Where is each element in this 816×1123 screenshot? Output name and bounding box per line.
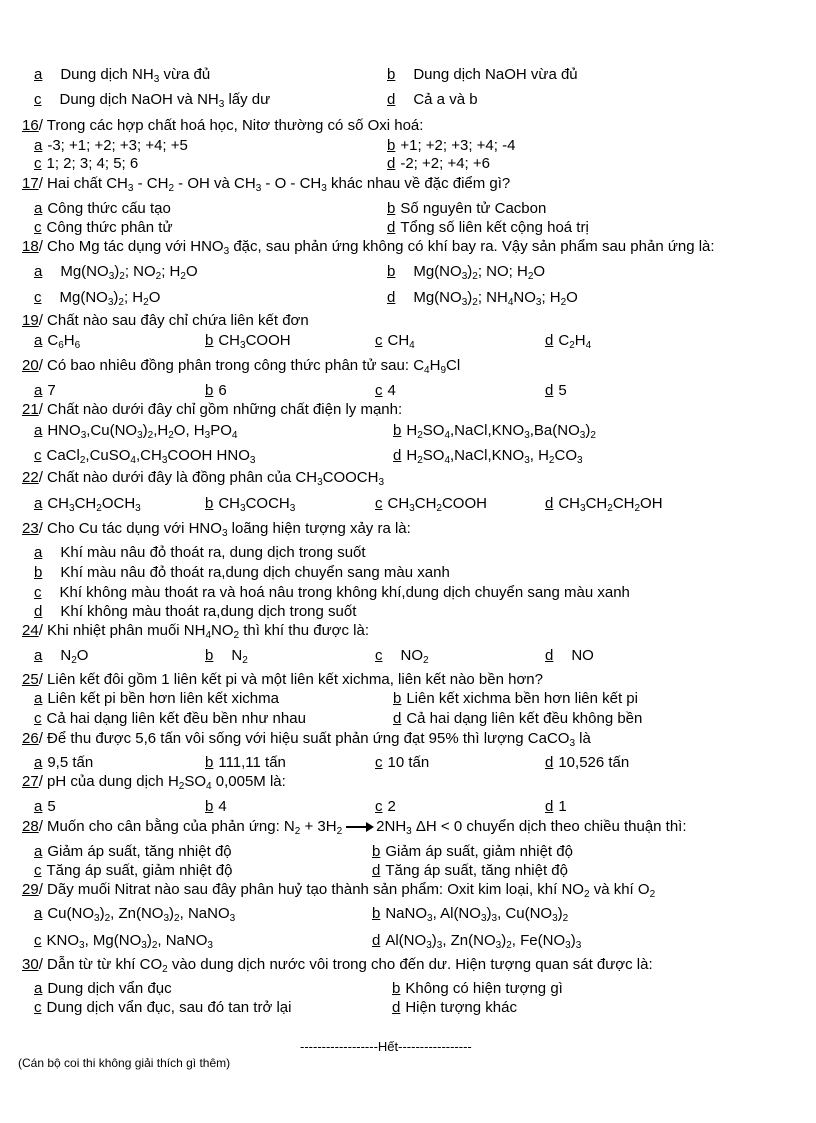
answer-option-c (34, 931, 213, 951)
answer-option-d (372, 931, 581, 951)
text-line (0, 797, 816, 817)
option-letter: b (205, 332, 214, 349)
answer-option-c (34, 154, 138, 174)
answer-option-b (387, 199, 546, 219)
text-line (0, 381, 816, 401)
answer-option-b (393, 689, 638, 709)
option-letter: a (34, 137, 43, 154)
answer-option-b (205, 381, 227, 401)
option-text: 6 (218, 382, 227, 399)
question-text: / Hai chất $CH_3 - CH_2$ - OH và $CH_3$ - O - $CH_3$ khác nhau về đặc điểm gì? (38, 175, 511, 194)
option-letter: c (34, 91, 42, 108)
option-letter: b (205, 382, 214, 399)
option-letter: b (387, 66, 396, 83)
text-line (0, 446, 816, 466)
option-letter: b (393, 690, 402, 707)
answer-option-c (34, 288, 160, 308)
text-line (0, 154, 816, 174)
reaction-arrow-icon (346, 826, 372, 828)
option-letter: d (372, 932, 381, 949)
answer-option-b (387, 262, 545, 282)
option-letter: b (205, 754, 214, 771)
question-26 (22, 729, 591, 749)
option-text: 7 (47, 382, 56, 399)
option-letter: a (34, 843, 43, 860)
answer-option-b (387, 136, 515, 156)
question-text: / pH của dung dịch $H_2SO_4$ 0,005M là: (38, 773, 286, 792)
option-text: $CH_4$ (387, 332, 415, 351)
option-letter: c (34, 289, 42, 306)
answer-option-b (205, 331, 291, 351)
text-line (0, 880, 816, 900)
question-number: 30 (22, 956, 39, 973)
option-text: $Mg(NO_3)_2$; NO; $H_2O$ (413, 263, 546, 282)
answer-option-c (34, 709, 306, 729)
text-line (0, 218, 816, 238)
text-line (0, 174, 816, 194)
question-29 (22, 880, 655, 900)
answer-option-b (387, 65, 578, 85)
answer-option-a (34, 381, 56, 401)
question-20 (22, 356, 460, 376)
option-letter: a (34, 754, 43, 771)
answer-option-c (34, 583, 630, 603)
option-text: 111,11 tấn (218, 754, 286, 771)
option-text: Giảm áp suất, giảm nhiệt độ (385, 843, 573, 860)
option-letter: b (387, 263, 396, 280)
option-text: -2; +2; +4; +6 (400, 155, 490, 172)
end-marker: ------------------Hết----------------- (300, 1039, 472, 1054)
option-text: $CH_3COOH$ (218, 332, 291, 351)
option-text: $Cu(NO_3)_2$, $Zn(NO_3)_2$, NaNO$_3$ (47, 905, 236, 924)
answer-option-d (387, 154, 490, 174)
question-text: / Chất nào sau đây chỉ chứa liên kết đơn (38, 312, 309, 329)
question-22 (22, 468, 384, 488)
answer-option-d (387, 218, 589, 238)
option-letter: c (375, 798, 383, 815)
question-16 (22, 116, 423, 136)
option-text: $HNO_3,Cu(NO_3)_2,H_2O$, $H_3PO_4$ (47, 422, 238, 441)
question-text: / Trong các hợp chất hoá học, Nitơ thường có số Oxi hoá: (38, 117, 424, 134)
text-line (0, 288, 816, 308)
text-line (0, 262, 816, 282)
option-letter: c (34, 932, 42, 949)
option-text: Tổng số liên kết cộng hoá trị (400, 219, 589, 236)
option-letter: c (34, 862, 42, 879)
option-text: $NO_2$ (400, 647, 429, 666)
question-23 (22, 519, 411, 539)
question-text: / Chất nào dưới đây chỉ gồm những chất điện ly mạnh: (38, 401, 403, 418)
text-line (0, 729, 816, 749)
question-text: / Cho Mg tác dụng với $HNO_3$ đặc, sau phản ứng không có khí bay ra. Vậy sản phẩm sau phản ứng là: (38, 238, 715, 257)
answer-option-d (545, 331, 591, 351)
answer-option-d (545, 381, 567, 401)
option-text: Cả hai dạng liên kết đều không bền (406, 710, 643, 727)
answer-option-d (393, 709, 642, 729)
option-letter: b (372, 905, 381, 922)
option-text: 4 (218, 798, 227, 815)
option-text: $C_6H_6$ (47, 332, 81, 351)
option-text: Khí không màu thoát ra và hoá nâu trong không khí,dung dịch chuyển sang màu xanh (59, 584, 630, 601)
text-line (0, 861, 816, 881)
text-line (0, 421, 816, 441)
answer-option-a (34, 136, 188, 156)
text-line (0, 311, 816, 331)
option-text: Không có hiện tượng gì (405, 980, 563, 997)
answer-option-a (34, 689, 279, 709)
proctor-note: (Cán bộ coi thi không giải thích gì thêm) (18, 1056, 231, 1070)
option-letter: c (34, 999, 42, 1016)
option-text: Cả a và b (413, 91, 478, 108)
question-number: 29 (22, 881, 39, 898)
answer-option-d (545, 646, 594, 666)
question-number: 28 (22, 818, 39, 835)
option-letter: c (34, 710, 42, 727)
text-line (0, 331, 816, 351)
question-number: 16 (22, 117, 39, 134)
question-text: / Cho Cu tác dụng với $HNO_3$ loãng hiện tượng xảy ra là: (38, 520, 411, 539)
option-letter: a (34, 690, 43, 707)
option-letter: c (34, 219, 42, 236)
option-letter: d (545, 754, 554, 771)
option-text: 5 (47, 798, 56, 815)
answer-option-a (34, 842, 232, 862)
text-line (0, 494, 816, 514)
option-text: Khí không màu thoát ra,dung dịch trong suốt (60, 603, 357, 620)
option-letter: c (34, 584, 42, 601)
answer-option-a (34, 262, 198, 282)
question-number: 20 (22, 357, 39, 374)
option-letter: b (392, 980, 401, 997)
question-text: / Liên kết đôi gồm 1 liên kết pi và một liên kết xichma, liên kết nào bền hơn? (38, 671, 543, 688)
option-text: Tăng áp suất, giảm nhiệt độ (46, 862, 233, 879)
option-text: $Al(NO_3)_3$, $Zn(NO_3)_2$, $Fe(NO_3)_3$ (385, 932, 582, 951)
answer-option-d (34, 602, 356, 622)
option-text: 10,526 tấn (558, 754, 630, 771)
text-line (0, 519, 816, 539)
answer-option-c (375, 646, 429, 666)
answer-option-a (34, 979, 172, 999)
option-text: $CH_3COCH_3$ (218, 495, 296, 514)
option-text: Dung dịch vẩn đục (47, 980, 172, 997)
option-text: $CaCl_2,CuSO_4,CH_3COOH$ $HNO_3$ (46, 447, 256, 466)
answer-option-b (392, 979, 563, 999)
option-text: 1; 2; 3; 4; 5; 6 (46, 155, 139, 172)
option-text: Số nguyên tử Cacbon (400, 200, 547, 217)
question-28 (22, 817, 687, 837)
option-text: 1 (558, 798, 567, 815)
answer-option-b (393, 421, 596, 441)
option-letter: d (393, 710, 402, 727)
question-text: / Để thu được 5,6 tấn vôi sống với hiệu suất phản ứng đạt 95% thì lượng CaCO$_3$ là (38, 730, 591, 749)
text-line (0, 90, 816, 110)
answer-option-a (34, 331, 80, 351)
answer-option-c (34, 90, 270, 110)
text-line (0, 772, 816, 792)
answer-option-d (545, 753, 629, 773)
question-number: 22 (22, 469, 39, 486)
question-number: 18 (22, 238, 39, 255)
option-letter: d (545, 382, 554, 399)
answer-option-a (34, 543, 366, 563)
answer-option-c (375, 381, 396, 401)
option-letter: c (375, 647, 383, 664)
option-text: Dung dịch $NH_3$ vừa đủ (60, 66, 211, 85)
question-18 (22, 237, 715, 257)
option-letter: a (34, 798, 43, 815)
option-text: 5 (558, 382, 567, 399)
answer-option-a (34, 65, 210, 85)
answer-option-d (372, 861, 568, 881)
text-line (0, 817, 816, 837)
option-letter: c (375, 332, 383, 349)
text-line (0, 468, 816, 488)
text-line (0, 237, 816, 257)
text-line (0, 904, 816, 924)
option-text: $N_2O$ (60, 647, 89, 666)
option-letter: a (34, 332, 43, 349)
option-text: NO (571, 647, 594, 664)
answer-option-d (545, 797, 567, 817)
option-letter: a (34, 422, 43, 439)
question-25 (22, 670, 543, 690)
text-line (0, 689, 816, 709)
option-text: 9,5 tấn (47, 754, 94, 771)
text-line (0, 979, 816, 999)
question-text-after: $2NH_3$ ΔH < 0 chuyển dịch theo chiều thuận thì: (376, 818, 687, 837)
text-line (0, 136, 816, 156)
option-text: Cả hai dạng liên kết đều bền như nhau (46, 710, 306, 727)
option-text: Hiện tượng khác (405, 999, 517, 1016)
option-letter: a (34, 495, 43, 512)
option-text: $N_2$ (231, 647, 248, 666)
option-letter: b (393, 422, 402, 439)
text-line (0, 356, 816, 376)
option-text: Liên kết xichma bền hơn liên kết pi (406, 690, 638, 707)
question-text: / Có bao nhiêu đồng phân trong công thức phân tử sau: $C_4H_9Cl$ (38, 357, 461, 376)
answer-option-c (375, 797, 396, 817)
answer-option-c (34, 218, 173, 238)
option-letter: a (34, 66, 43, 83)
option-letter: c (375, 495, 383, 512)
text-line (0, 602, 816, 622)
question-30 (22, 955, 653, 975)
text-line (0, 931, 816, 951)
text-line (0, 543, 816, 563)
option-text: -3; +1; +2; +3; +4; +5 (47, 137, 188, 154)
answer-option-a (34, 199, 171, 219)
answer-option-b (205, 646, 248, 666)
option-text: $CH_3CH_2OCH_3$ (47, 495, 141, 514)
option-letter: b (205, 647, 214, 664)
answer-option-d (392, 998, 517, 1018)
option-letter: b (34, 564, 43, 581)
text-line (0, 842, 816, 862)
option-letter: d (545, 332, 554, 349)
question-17 (22, 174, 510, 194)
option-text: 4 (387, 382, 396, 399)
answer-option-a (34, 797, 56, 817)
text-line (0, 199, 816, 219)
option-letter: a (34, 544, 43, 561)
option-letter: a (34, 200, 43, 217)
question-19 (22, 311, 309, 331)
option-letter: d (372, 862, 381, 879)
option-letter: a (34, 382, 43, 399)
text-line (0, 65, 816, 85)
option-letter: d (545, 798, 554, 815)
question-21 (22, 400, 402, 420)
option-letter: a (34, 647, 43, 664)
option-letter: d (387, 91, 396, 108)
question-text: / Muốn cho cân bằng của phản ứng: $N_2 + 3H_2$ (38, 818, 343, 837)
option-letter: d (387, 155, 396, 172)
option-text: +1; +2; +3; +4; -4 (400, 137, 516, 154)
option-text: $CH_3CH_2CH_2OH$ (558, 495, 663, 514)
option-text: $C_2H_4$ (558, 332, 592, 351)
option-text: 10 tấn (387, 754, 430, 771)
text-line (0, 621, 816, 641)
question-number: 24 (22, 622, 39, 639)
answer-option-c (34, 861, 232, 881)
option-text: 2 (387, 798, 396, 815)
text-line (0, 116, 816, 136)
option-letter: d (34, 603, 43, 620)
option-letter: d (392, 999, 401, 1016)
option-text: Công thức cấu tạo (47, 200, 171, 217)
option-letter: b (205, 798, 214, 815)
option-text: Dung dịch NaOH vừa đủ (413, 66, 578, 83)
option-text: Giảm áp suất, tăng nhiệt độ (47, 843, 232, 860)
answer-option-b (372, 904, 568, 924)
question-number: 17 (22, 175, 39, 192)
question-number: 23 (22, 520, 39, 537)
option-text: $Mg(NO_3)_2$; $H_2O$ (59, 289, 161, 308)
option-letter: b (387, 137, 396, 154)
option-text: Tăng áp suất, tăng nhiệt độ (385, 862, 568, 879)
option-letter: d (387, 289, 396, 306)
answer-option-b (372, 842, 573, 862)
answer-option-d (393, 446, 583, 466)
option-text: $H_2SO_4,NaCl,KNO_3$, $H_2CO_3$ (406, 447, 583, 466)
option-text: $CH_3CH_2COOH$ (387, 495, 487, 514)
option-letter: c (34, 155, 42, 172)
option-text: $KNO_3$, $Mg(NO_3)_2$, NaNO$_3$ (46, 932, 213, 951)
answer-option-c (375, 753, 429, 773)
question-text: / Khi nhiệt phân muối $NH_4NO_2$ thì khí thu được là: (38, 622, 370, 641)
question-number: 19 (22, 312, 39, 329)
answer-option-a (34, 494, 141, 514)
option-text: NaNO$_3$, $Al(NO_3)_3$, $Cu(NO_3)_2$ (385, 905, 569, 924)
question-number: 26 (22, 730, 39, 747)
question-number: 27 (22, 773, 39, 790)
option-text: $H_2SO_4,NaCl,KNO_3,Ba(NO_3)_2$ (406, 422, 596, 441)
question-text: / Chất nào dưới đây là đồng phân của $CH_3COOCH_3$ (38, 469, 385, 488)
text-line (0, 646, 816, 666)
answer-option-d (387, 90, 478, 110)
option-letter: a (34, 980, 43, 997)
question-24 (22, 621, 369, 641)
text-line (0, 998, 816, 1018)
option-text: Dung dịch vẩn đục, sau đó tan trở lại (46, 999, 292, 1016)
option-letter: a (34, 905, 43, 922)
option-letter: c (34, 447, 42, 464)
answer-option-c (375, 331, 415, 351)
option-letter: d (545, 495, 554, 512)
option-letter: a (34, 263, 43, 280)
option-text: Khí màu nâu đỏ thoát ra, dung dịch trong suốt (60, 544, 366, 561)
question-number: 25 (22, 671, 39, 688)
answer-option-b (34, 563, 450, 583)
text-line (0, 400, 816, 420)
text-line (0, 753, 816, 773)
option-text: Khí màu nâu đỏ thoát ra,dung dịch chuyển sang màu xanh (60, 564, 450, 581)
option-letter: c (375, 754, 383, 771)
option-letter: b (205, 495, 214, 512)
option-letter: b (372, 843, 381, 860)
option-text: Liên kết pi bền hơn liên kết xichma (47, 690, 279, 707)
answer-option-a (34, 904, 235, 924)
text-line (0, 563, 816, 583)
answer-option-a (34, 753, 93, 773)
text-line (0, 955, 816, 975)
option-text: $Mg(NO_3)_2$; $NH_4NO_3$; $H_2O$ (413, 289, 578, 308)
text-line (0, 583, 816, 603)
answer-option-a (34, 646, 88, 666)
answer-option-c (375, 494, 487, 514)
option-letter: c (375, 382, 383, 399)
question-number: 21 (22, 401, 39, 418)
question-27 (22, 772, 286, 792)
question-text: / Dãy muối Nitrat nào sau đây phân huỷ tạo thành sản phẩm: Oxit kim loại, khí $NO_2$ và khí $O_2$ (38, 881, 656, 900)
answer-option-b (205, 797, 227, 817)
question-text: / Dẫn từ từ khí $CO_2$ vào dung dịch nước vôi trong cho đến dư. Hiện tượng quan sát được là: (38, 956, 653, 975)
answer-option-a (34, 421, 237, 441)
option-text: Dung dịch NaOH và $NH_3$ lấy dư (59, 91, 271, 110)
answer-option-c (34, 446, 255, 466)
answer-option-d (545, 494, 663, 514)
option-letter: d (393, 447, 402, 464)
text-line (0, 709, 816, 729)
answer-option-b (205, 494, 295, 514)
option-letter: b (387, 200, 396, 217)
text-line (0, 670, 816, 690)
option-letter: d (387, 219, 396, 236)
answer-option-b (205, 753, 286, 773)
option-letter: d (545, 647, 554, 664)
option-text: $Mg(NO_3)_2$; $NO_2$; $H_2O$ (60, 263, 198, 282)
option-text: Công thức phân tử (46, 219, 173, 236)
answer-option-d (387, 288, 578, 308)
answer-option-c (34, 998, 291, 1018)
